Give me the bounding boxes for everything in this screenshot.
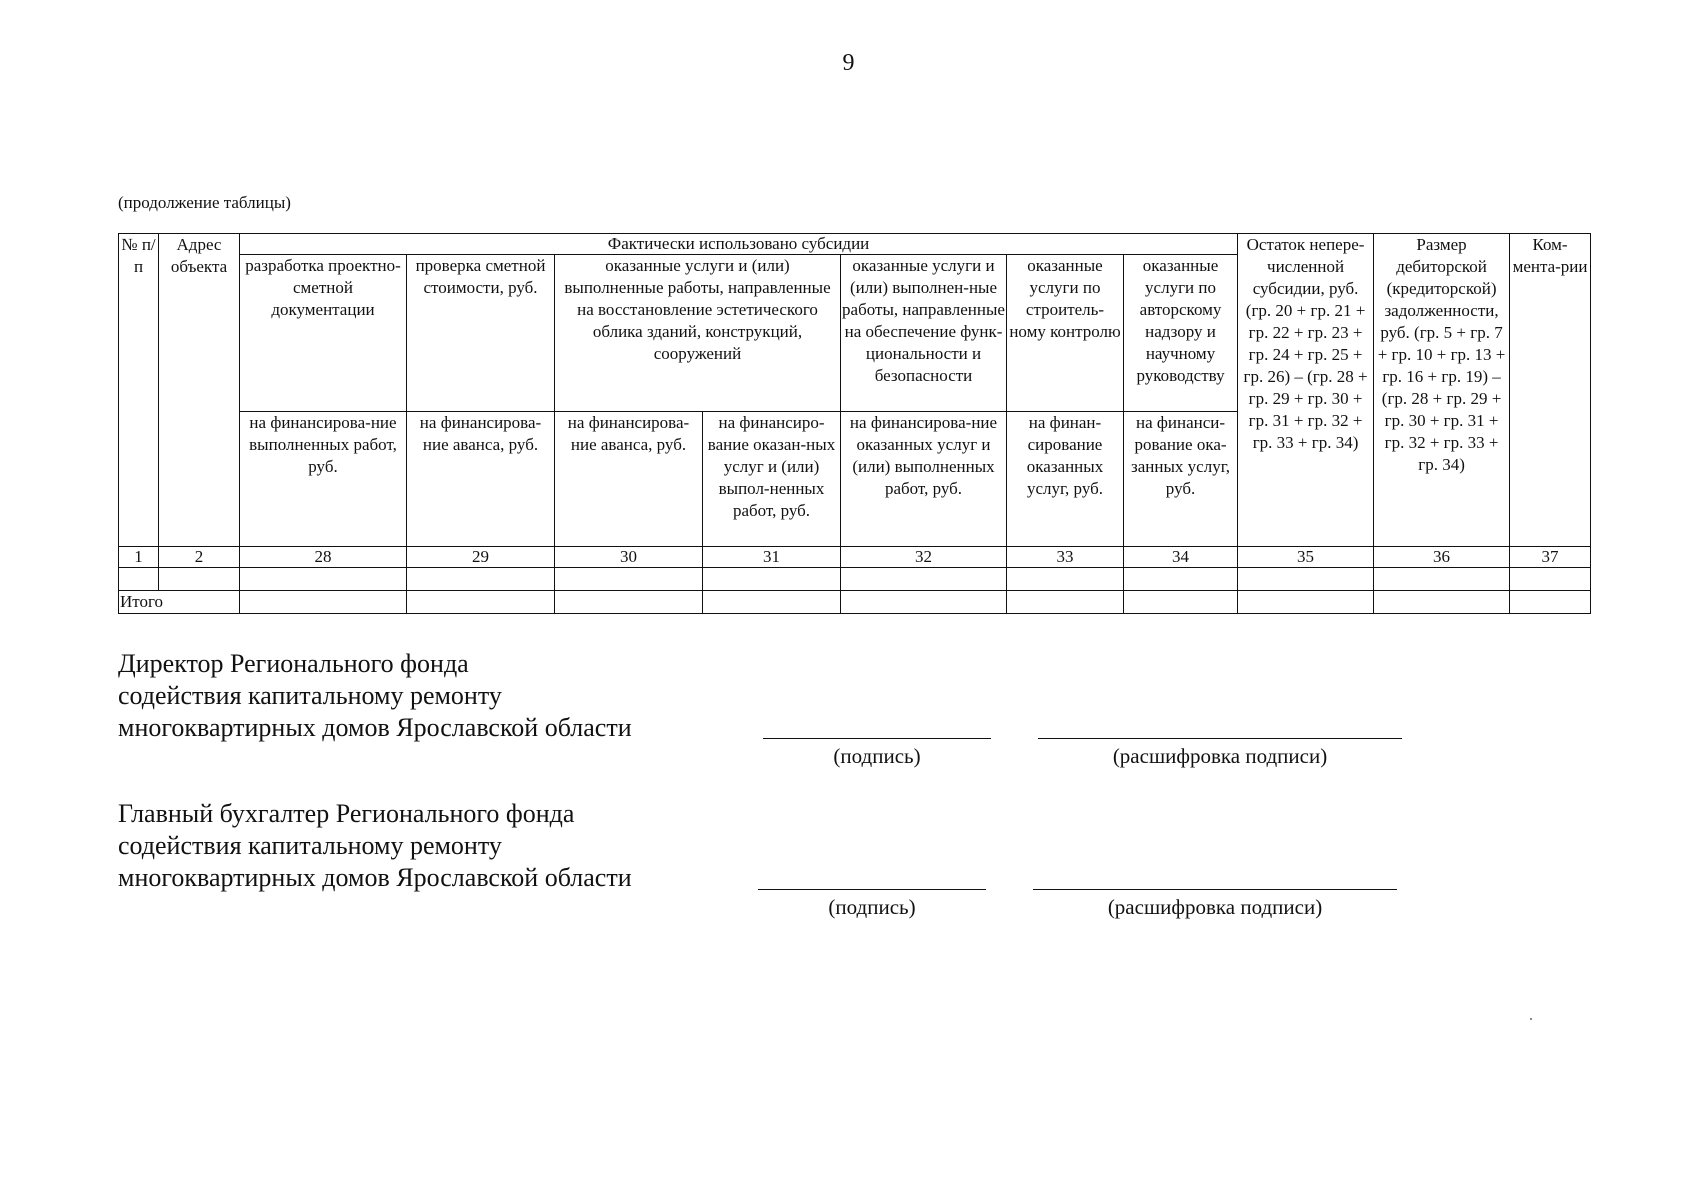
column-number-row <box>119 547 1591 568</box>
table-cell <box>841 568 1007 591</box>
table-cell <box>1007 568 1124 591</box>
scan-speck <box>1530 1018 1532 1020</box>
table-cell <box>1510 591 1591 614</box>
column-number: 32 <box>841 547 1007 568</box>
table-cell <box>240 591 407 614</box>
signature-decoding-line <box>1033 889 1397 890</box>
signer-title-line: многоквартирных домов Ярославской области <box>118 863 632 892</box>
signature-caption: (подпись) <box>828 895 916 919</box>
table-cell <box>1374 591 1510 614</box>
signer-title-line: Главный бухгалтер Регионального фонда <box>118 799 575 828</box>
column-number: 28 <box>240 547 407 568</box>
column-number: 35 <box>1238 547 1374 568</box>
subheader-33: на финан-сирование оказанных услуг, руб. <box>1007 412 1124 547</box>
table-cell <box>555 568 703 591</box>
header-author-supervision: оказанные услуги по авторскому надзору и научному руководству <box>1124 255 1238 412</box>
column-number: 29 <box>407 547 555 568</box>
signer-title-line: многоквартирных домов Ярославской области <box>118 713 632 742</box>
continuation-label: (продолжение таблицы) <box>118 193 291 212</box>
table-cell <box>841 591 1007 614</box>
table-cell <box>1374 568 1510 591</box>
header-aesthetic: оказанные услуги и (или) выполненные работы, направленные на восстановление эстетического облика зданий, конструкций, сооружений <box>555 255 841 412</box>
subheader-28: на финансирова-ние выполненных работ, руб. <box>240 412 407 547</box>
signature-caption: (подпись) <box>833 744 921 768</box>
director-signature-block <box>118 648 1678 768</box>
table-cell <box>555 591 703 614</box>
subheader-29: на финансирова-ние аванса, руб. <box>407 412 555 547</box>
signer-title-line: содействия капитальному ремонту <box>118 831 502 860</box>
table-cell <box>703 591 841 614</box>
header-functional: оказанные услуги и (или) выполнен-ные работы, направленные на обеспечение функ-циональности и безопасности <box>841 255 1007 412</box>
column-number: 33 <box>1007 547 1124 568</box>
table-cell <box>1510 568 1591 591</box>
total-label: Итого <box>119 591 240 614</box>
column-number: 2 <box>159 547 240 568</box>
header-address: Адрес объекта <box>159 234 240 547</box>
page-number: 9 <box>842 50 855 76</box>
subheader-32: на финансирова-ние оказанных услуг и (или) выполненных работ, руб. <box>841 412 1007 547</box>
table-cell <box>240 568 407 591</box>
signature-decoding-caption: (расшифровка подписи) <box>1107 895 1323 919</box>
subheader-31: на финансиро-вание оказан-ных услуг и (или) выпол-ненных работ, руб. <box>703 412 841 547</box>
table-cell <box>407 568 555 591</box>
subheader-30: на финансирова-ние аванса, руб. <box>555 412 703 547</box>
table-cell <box>1124 568 1238 591</box>
table-cell <box>1238 591 1374 614</box>
header-design: разработка проектно-сметной документации <box>240 255 407 412</box>
total-row <box>119 591 1591 614</box>
column-number: 36 <box>1374 547 1510 568</box>
signer-title-line: содействия капитальному ремонту <box>118 681 502 710</box>
subheader-34: на финанси-рование ока-занных услуг, руб. <box>1124 412 1238 547</box>
column-number: 30 <box>555 547 703 568</box>
signature-decoding-line <box>1038 738 1402 739</box>
signer-title-line: Директор Регионального фонда <box>118 649 469 678</box>
column-number: 31 <box>703 547 841 568</box>
signature-line <box>758 889 986 890</box>
table-cell <box>159 568 240 591</box>
header-used-subsidy: Фактически использовано субсидии <box>240 234 1238 255</box>
column-number: 1 <box>119 547 159 568</box>
table-cell <box>703 568 841 591</box>
column-number: 37 <box>1510 547 1591 568</box>
table-cell <box>1238 568 1374 591</box>
column-number: 34 <box>1124 547 1238 568</box>
table-cell <box>1124 591 1238 614</box>
header-verification: проверка сметной стоимости, руб. <box>407 255 555 412</box>
header-row-1 <box>119 234 1591 255</box>
header-remainder: Остаток непере-численной субсидии, руб. (гр. 20 + гр. 21 + гр. 22 + гр. 23 + гр. 24 + гр. 25 + гр. 26) – (гр. 28 + гр. 29 + гр. 30 + гр. 31 + гр. 32 + гр. 33 + гр. 34) <box>1238 234 1374 547</box>
header-comments: Ком-мента-рии <box>1510 234 1591 547</box>
table-row <box>119 568 1591 591</box>
signature-decoding-caption: (расшифровка подписи) <box>1112 744 1328 768</box>
signature-line <box>763 738 991 739</box>
subsidy-usage-table <box>118 233 1591 614</box>
table-cell <box>119 568 159 591</box>
header-construction-control: оказанные услуги по строитель-ному контролю <box>1007 255 1124 412</box>
table-cell <box>407 591 555 614</box>
accountant-signature-block <box>118 798 1678 919</box>
header-debt: Размер дебиторской (кредиторской) задолженности, руб. (гр. 5 + гр. 7 + гр. 10 + гр. 13 + гр. 16 + гр. 19) – (гр. 28 + гр. 29 + гр. 30 + гр. 31 + гр. 32 + гр. 33 + гр. 34) <box>1374 234 1510 547</box>
header-no: № п/п <box>119 234 159 547</box>
table-cell <box>1007 591 1124 614</box>
